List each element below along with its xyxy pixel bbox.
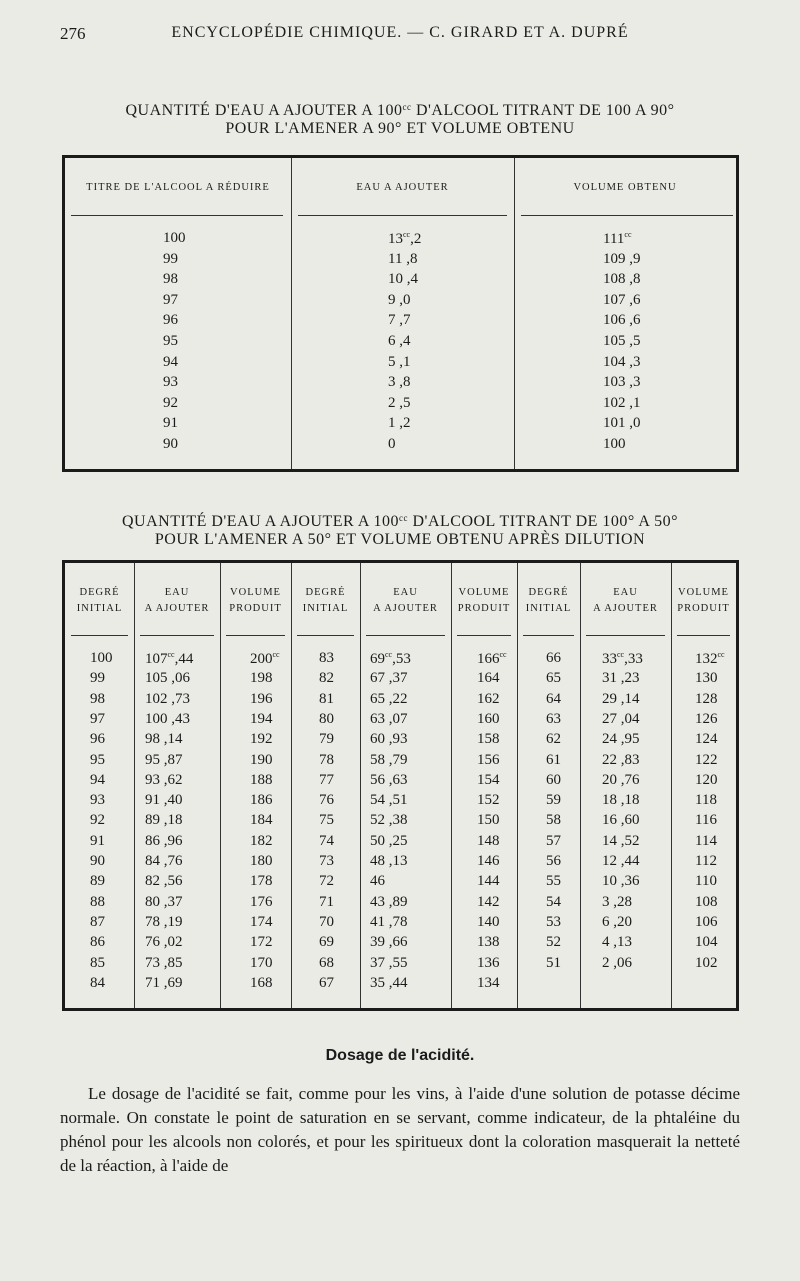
- table-cell: 90: [90, 853, 105, 869]
- table-cell: 65 ,22: [370, 690, 408, 707]
- table-cell: 50 ,25: [370, 832, 408, 849]
- table-cell: 71 ,69: [145, 974, 183, 991]
- column-header: VOLUME PRODUIT: [229, 587, 282, 614]
- table-row: [65, 415, 736, 435]
- table-cell: $132^{cc}$: [695, 650, 725, 667]
- table-cell: 64: [546, 690, 561, 707]
- table-cell: 63: [546, 710, 561, 727]
- table-cell: 120: [695, 771, 718, 788]
- header-rule: [71, 215, 283, 216]
- table-cell: 152: [477, 792, 500, 809]
- table-cell: 4 ,13: [602, 934, 632, 951]
- table-cell: 54: [546, 893, 561, 910]
- table-cell: 184: [250, 812, 273, 829]
- table-cell: 6 ,4: [388, 333, 411, 349]
- table-row: [65, 670, 736, 690]
- table-cell: 118: [695, 792, 717, 809]
- column-header: VOLUME PRODUIT: [457, 587, 511, 614]
- table-cell: 154: [477, 771, 500, 788]
- table-cell: 31 ,23: [602, 670, 640, 687]
- table-row: [65, 230, 736, 250]
- table-row: [65, 752, 736, 772]
- table-cell: 88: [90, 893, 105, 910]
- header-rule: [297, 635, 354, 636]
- table-cell: 160: [477, 710, 500, 727]
- table-cell: 107 ,6: [603, 291, 641, 308]
- table-cell: 67: [319, 974, 334, 991]
- table-cell: 190: [250, 751, 273, 768]
- column-header: DEGRÉ INITIAL: [302, 587, 349, 614]
- table-cell: 57: [546, 832, 561, 849]
- table-cell: 156: [477, 751, 500, 768]
- table-cell: 35 ,44: [370, 974, 408, 991]
- table-cell: 70: [319, 913, 334, 930]
- running-head: ENCYCLOPÉDIE CHIMIQUE. — C. GIRARD ET A. DUPRÉ: [171, 24, 629, 41]
- table-cell: 52 ,38: [370, 812, 408, 829]
- table-cell: 86 ,96: [145, 832, 183, 849]
- table-row: [65, 251, 736, 271]
- table-cell: 104 ,3: [603, 353, 641, 370]
- table-cell: 22 ,83: [602, 751, 640, 768]
- table-cell: 62: [546, 731, 561, 748]
- table-row: [65, 312, 736, 332]
- table-row: [65, 395, 736, 415]
- table-cell: 11 ,8: [388, 250, 418, 267]
- table-cell: 76: [319, 792, 334, 809]
- table-cell: 92: [163, 394, 178, 411]
- table-cell: 105 ,5: [603, 333, 641, 349]
- table-cell: 66: [546, 650, 561, 666]
- table-cell: 100 ,43: [145, 710, 190, 727]
- table-cell: 80: [319, 710, 334, 727]
- column-header: DEGRÉ INITIAL: [525, 587, 572, 614]
- table-cell: 176: [250, 893, 273, 910]
- header-rule: [366, 635, 445, 636]
- table-cell: 91: [163, 415, 178, 432]
- table-cell: 81: [319, 690, 334, 707]
- table-cell: 174: [250, 913, 273, 930]
- table-cell: $13^{cc},2$: [388, 230, 422, 247]
- table-cell: 46: [370, 873, 385, 890]
- table-cell: 67 ,37: [370, 670, 408, 687]
- table-cell: 194: [250, 710, 273, 727]
- table-cell: 124: [695, 731, 718, 748]
- table-cell: 168: [250, 974, 273, 991]
- table-row: [65, 894, 736, 914]
- table-cell: 170: [250, 954, 273, 971]
- table-cell: 196: [250, 690, 273, 707]
- table-cell: 43 ,89: [370, 893, 408, 910]
- column-header: EAU A AJOUTER: [373, 587, 438, 614]
- table-cell: 98: [163, 271, 178, 288]
- table-cell: 0: [388, 436, 396, 452]
- header-rule: [298, 215, 507, 216]
- table-row: [65, 812, 736, 832]
- table-row: [65, 975, 736, 995]
- table-cell: 108 ,8: [603, 271, 641, 288]
- table-cell: 77: [319, 771, 334, 788]
- table-cell: 93: [90, 792, 105, 809]
- table-cell: 134: [477, 974, 500, 991]
- table-cell: 106: [695, 913, 718, 930]
- table-row: [65, 914, 736, 934]
- column-header: TITRE DE L'ALCOOL A RÉDUIRE: [86, 182, 270, 193]
- column-header: EAU A AJOUTER: [144, 587, 210, 614]
- table-cell: 3 ,28: [602, 893, 632, 910]
- section-heading: Dosage de l'acidité.: [325, 1047, 475, 1064]
- table-cell: 1 ,2: [388, 415, 411, 432]
- header-rule: [523, 635, 574, 636]
- table-cell: 72: [319, 873, 334, 890]
- table-cell: 192: [250, 731, 273, 748]
- header-rule: [586, 635, 665, 636]
- table-cell: 39 ,66: [370, 934, 408, 951]
- table-row: [65, 833, 736, 853]
- table-cell: 83: [319, 650, 334, 666]
- table-cell: 95: [163, 333, 178, 349]
- water-addition-table-100-to-50: [62, 560, 739, 1011]
- table-cell: 51: [546, 954, 561, 971]
- table-cell: 18 ,18: [602, 792, 640, 809]
- table-row: [65, 333, 736, 353]
- table-cell: 148: [477, 832, 500, 849]
- table-cell: 96: [90, 731, 105, 748]
- table-cell: 82 ,56: [145, 873, 183, 890]
- table-cell: 182: [250, 832, 273, 849]
- table-cell: 53: [546, 913, 561, 930]
- table-row: [65, 955, 736, 975]
- table-row: [65, 271, 736, 291]
- table-cell: 146: [477, 853, 500, 869]
- table-cell: 144: [477, 873, 500, 890]
- table-cell: $107^{cc},44$: [145, 650, 194, 667]
- table-cell: 58 ,79: [370, 751, 408, 768]
- table-cell: 89: [90, 873, 105, 890]
- table1-caption-line2: POUR L'AMENER A 90° ET VOLUME OBTENU: [225, 120, 575, 137]
- table-cell: 78 ,19: [145, 913, 183, 930]
- table-cell: 74: [319, 832, 334, 849]
- table-cell: 86: [90, 934, 105, 951]
- table-cell: 126: [695, 710, 718, 727]
- header-rule: [457, 635, 511, 636]
- table-cell: 79: [319, 731, 334, 748]
- table-cell: 105 ,06: [145, 670, 190, 687]
- table-cell: 150: [477, 812, 500, 829]
- table-cell: 172: [250, 934, 273, 951]
- table-cell: 108: [695, 893, 718, 910]
- table-cell: 97: [163, 291, 178, 308]
- table-cell: 65: [546, 670, 561, 687]
- column-header: EAU A AJOUTER: [593, 587, 658, 614]
- table-cell: 29 ,14: [602, 690, 640, 707]
- table-cell: 158: [477, 731, 500, 748]
- table-cell: 104: [695, 934, 718, 951]
- table-cell: 100: [90, 650, 113, 666]
- table-cell: 80 ,37: [145, 893, 183, 910]
- table-cell: 186: [250, 792, 273, 809]
- table-cell: 41 ,78: [370, 913, 408, 930]
- table-cell: 55: [546, 873, 561, 890]
- body-paragraph: Le dosage de l'acidité se fait, comme pour les vins, à l'aide d'une solution de potasse décime normale. On constate le point de saturation en se servant, comme indicateur, de la phtaléine du phénol pour les alcools non colorés, et pour les spiritueux dont la coloration masquerait la netteté de la réaction, à l'aide de: [60, 1084, 740, 1175]
- table-cell: 91 ,40: [145, 792, 183, 809]
- table-cell: 60: [546, 771, 561, 788]
- table-cell: 188: [250, 771, 273, 788]
- table-cell: 20 ,76: [602, 771, 640, 788]
- table-cell: 56: [546, 853, 561, 869]
- table-cell: 138: [477, 934, 500, 951]
- table-cell: 95: [90, 751, 105, 768]
- table-cell: $69^{cc},53$: [370, 650, 411, 667]
- table-cell: 16 ,60: [602, 812, 640, 829]
- table-cell: 140: [477, 913, 500, 930]
- column-header: VOLUME PRODUIT: [677, 587, 730, 614]
- table-cell: 75: [319, 812, 334, 829]
- table-row: [65, 792, 736, 812]
- table-row: [65, 292, 736, 312]
- table-cell: 102 ,73: [145, 690, 190, 707]
- table-cell: 52: [546, 934, 561, 951]
- table-cell: 59: [546, 792, 561, 809]
- table-cell: 102 ,1: [603, 394, 641, 411]
- table-cell: 116: [695, 812, 717, 829]
- table-row: [65, 853, 736, 873]
- table-cell: 69: [319, 934, 334, 951]
- table-cell: 130: [695, 670, 718, 687]
- page-number: 276: [60, 24, 86, 43]
- table2-caption-line1: QUANTITÉ D'EAU A AJOUTER A $100^{cc}$ D'ALCOOL TITRANT DE 100° A 50°: [122, 513, 678, 530]
- table-cell: 6 ,20: [602, 913, 632, 930]
- header-rule: [521, 215, 733, 216]
- table-cell: $111^{cc}$: [603, 230, 632, 247]
- table-cell: 84 ,76: [145, 853, 183, 869]
- table-row: [65, 691, 736, 711]
- table-cell: 122: [695, 751, 718, 768]
- table-cell: 84: [90, 974, 105, 991]
- table-cell: 98: [90, 690, 105, 707]
- table-row: [65, 354, 736, 374]
- table-cell: 89 ,18: [145, 812, 183, 829]
- table1-caption-line1: QUANTITÉ D'EAU A AJOUTER A $100^{cc}$ D'ALCOOL TITRANT DE 100 A 90°: [125, 102, 675, 119]
- table-cell: 61: [546, 751, 561, 768]
- table-cell: 71: [319, 893, 334, 910]
- table-cell: 7 ,7: [388, 312, 411, 329]
- table-row: [65, 436, 736, 456]
- table-cell: 103 ,3: [603, 374, 641, 391]
- table-cell: 95 ,87: [145, 751, 183, 768]
- table-cell: 96: [163, 312, 178, 329]
- table-cell: 97: [90, 710, 105, 727]
- column-header: EAU A AJOUTER: [356, 182, 449, 193]
- table-cell: 99: [163, 250, 178, 267]
- table-cell: 48 ,13: [370, 853, 408, 869]
- table-cell: 128: [695, 690, 718, 707]
- table-cell: 12 ,44: [602, 853, 640, 869]
- table-cell: 93: [163, 374, 178, 391]
- table-cell: 136: [477, 954, 500, 971]
- table-cell: 112: [695, 853, 717, 869]
- table-cell: 162: [477, 690, 500, 707]
- table-row: [65, 731, 736, 751]
- table-cell: 24 ,95: [602, 731, 640, 748]
- table-row: [65, 873, 736, 893]
- table-cell: 63 ,07: [370, 710, 408, 727]
- table-cell: 54 ,51: [370, 792, 408, 809]
- table-cell: 85: [90, 954, 105, 971]
- table-cell: 180: [250, 853, 273, 869]
- table-cell: $200^{cc}$: [250, 650, 280, 667]
- table-cell: 9 ,0: [388, 291, 411, 308]
- table-cell: 5 ,1: [388, 353, 411, 370]
- table-cell: 73 ,85: [145, 954, 183, 971]
- table-cell: 164: [477, 670, 500, 687]
- table-cell: 142: [477, 893, 500, 910]
- header-rule: [677, 635, 730, 636]
- header-rule: [226, 635, 285, 636]
- table-cell: 2 ,06: [602, 954, 632, 971]
- table-cell: 90: [163, 436, 178, 452]
- table-row: [65, 711, 736, 731]
- table-cell: $33^{cc},33$: [602, 650, 643, 667]
- table-cell: 60 ,93: [370, 731, 408, 748]
- table-cell: 68: [319, 954, 334, 971]
- table-cell: 198: [250, 670, 273, 687]
- table-cell: 37 ,55: [370, 954, 408, 971]
- table-cell: 98 ,14: [145, 731, 183, 748]
- table-cell: 102: [695, 954, 718, 971]
- table-cell: 92: [90, 812, 105, 829]
- table-cell: 73: [319, 853, 334, 869]
- column-header: DEGRÉ INITIAL: [76, 587, 123, 614]
- table-cell: 27 ,04: [602, 710, 640, 727]
- table-cell: 3 ,8: [388, 374, 411, 391]
- table-cell: 99: [90, 670, 105, 687]
- table-row: [65, 374, 736, 394]
- table-cell: 56 ,63: [370, 771, 408, 788]
- table-cell: 106 ,6: [603, 312, 641, 329]
- table-cell: 109 ,9: [603, 250, 641, 267]
- table-cell: 101 ,0: [603, 415, 641, 432]
- table-cell: 100: [163, 230, 186, 246]
- table-cell: 93 ,62: [145, 771, 183, 788]
- table-cell: 100: [603, 436, 626, 452]
- table-cell: 2 ,5: [388, 394, 411, 411]
- header-rule: [140, 635, 214, 636]
- table-cell: 114: [695, 832, 717, 849]
- table2-caption-line2: POUR L'AMENER A 50° ET VOLUME OBTENU APRÈS DILUTION: [154, 531, 646, 548]
- column-header: VOLUME OBTENU: [573, 182, 677, 193]
- table-row: [65, 650, 736, 670]
- table-row: [65, 934, 736, 954]
- table-cell: 82: [319, 670, 334, 687]
- table-cell: $166^{cc}$: [477, 650, 507, 667]
- table-cell: 91: [90, 832, 105, 849]
- table-row: [65, 772, 736, 792]
- table-cell: 178: [250, 873, 273, 890]
- table-cell: 14 ,52: [602, 832, 640, 849]
- table-cell: 87: [90, 913, 105, 930]
- table-cell: 78: [319, 751, 334, 768]
- table-cell: 94: [90, 771, 105, 788]
- table-cell: 76 ,02: [145, 934, 183, 951]
- header-rule: [71, 635, 128, 636]
- table-cell: 10 ,4: [388, 271, 418, 288]
- water-addition-table-100-to-90: [62, 155, 739, 472]
- table-cell: 94: [163, 353, 178, 370]
- table-cell: 10 ,36: [602, 873, 640, 890]
- table-cell: 58: [546, 812, 561, 829]
- table-cell: 110: [695, 873, 717, 890]
